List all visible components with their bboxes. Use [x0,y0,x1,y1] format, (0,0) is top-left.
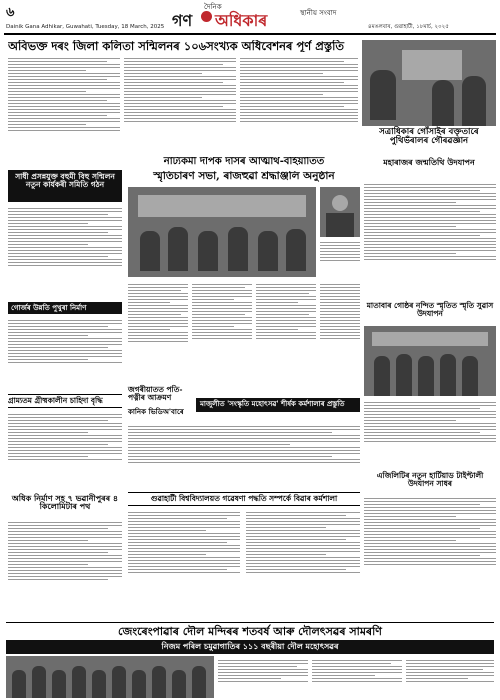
sun-emblem-icon [201,11,212,22]
center-sub-2: কানিক ভিডিঅ'বাৰে [128,407,184,416]
lead-body-right [240,56,358,153]
section-label: স্থানীয় সংবাদ [300,9,337,17]
english-dateline: Dainik Gana Adhikar, Guwahati, Tuesday, 18 March, 2025 [6,24,165,30]
center-body-d [320,282,360,382]
center-headline-1: নাট্যকৰ্মী দীপক দাসৰ আত্মাৰ্থ-বৰ্হিয়াতিত [163,157,325,167]
left-body-4 [8,520,122,620]
right-body-2 [364,400,496,470]
page-header [0,0,500,38]
center-body-b [192,282,252,382]
right-head-2: মাতাবাৰ গোষ্ঠৰ নন্দিত স্মৃতিত স্মৃতি সুৱাস উদযাপন [366,301,494,318]
left-head-2: গোৰ্জৰ উন্নতি পুখুৰা নিৰ্মাণ [8,302,122,314]
left-box-body [8,206,122,298]
center-body-f [246,510,360,616]
center-body-a [128,282,188,384]
right-caption-1: সত্ৰাধিকাৰ গোঁসাইৰ বক্তৃতাৰে পুথিভঁৰালৰ গৌৰৱজ্ঞান [379,127,479,146]
center-sub-1: জগৰীয়াতত পতি-পত্নীৰ আক্ৰমণ [128,385,183,402]
lead-headline: অবিভক্ত দৰং জিলা কলিতা সন্মিলনৰ ১০৬সংখ্যক অধিবেশনৰ পূৰ্ণ প্ৰস্তুতি [8,40,345,53]
bottom-body-a [218,658,308,698]
lead-body-mid [124,56,236,153]
photo-center-event [128,187,316,277]
right-body-1 [364,182,496,300]
right-head-3: এজিলিটিৰ নতুন হাৰ্টিয়াড টাইপ্টালী উদযাপন সাধৰ [376,471,484,488]
right-caption-2: মহাৰাজৰ জন্মতিথি উদযাপন [383,157,475,167]
center-lower-body [128,424,360,490]
right-body-3 [364,496,496,616]
page-number: ৬ [6,5,15,20]
masthead-name-right: অধিকাৰ [215,11,268,30]
lead-body-left [8,56,120,166]
masthead-name-left: গণ [172,11,193,30]
photo-center-portrait [320,187,360,237]
center-headline-2: স্মৃতিচাৰণ সভা, ৰাজহুৱা শ্ৰদ্ধাঞ্জলি অনুষ্ঠান [153,171,335,182]
center-body-c [256,282,316,382]
bottom-subhead: নিজম পৰিল চমুৱাগাতিৰ ১১১ বছৰীয়া দৌল মহোৎসৱৰ [6,640,494,654]
bottom-body-b [312,658,402,698]
left-head-4: অধিক নিৰ্মাণ সহ ৭ ভৱানীপুৰৰ ৪ কিলোমিটাৰ পথ [11,493,119,512]
center-right-body [320,240,360,280]
header-rule [4,33,496,35]
bottom-headline: জেংৰেংপাৱাৰ দৌল মন্দিৰৰ শতবৰ্ষ আৰু দৌলৎসৱৰ সামৰণি [6,622,494,638]
bottom-body-c [406,658,494,698]
center-body-e [128,510,240,616]
photo-bottom-crowd [6,656,214,698]
center-band: মাজুলীত 'সংস্কৃতি মহোৎসৱ' শীৰ্ষক কৰ্মশালাৰ প্ৰস্তুতি [196,398,360,412]
left-box-headline: সাধী প্ৰসন্নযুক্ত বহুমী বিহু সন্মিলন নতুন কাৰ্যকৰী সমিতি গঠন [8,170,122,202]
photo-right-top [362,40,496,126]
masthead-top: দৈনিক [204,3,222,11]
left-body-2 [8,318,122,390]
photo-right-group [364,326,496,396]
date-assamese: ৪মঙলবাৰ, গুৱাহাটী, ১৮মাৰ্চ, ২০২৫ [368,24,449,30]
center-band-2: গুৱাহাটী বিশ্ববিদ্যালয়ত গৱেষণা পদ্ধতি সম্পৰ্কে বিৱাৰ কৰ্মশালা [128,492,360,506]
left-body-3 [8,412,122,492]
left-head-3: গ্ৰাম্যতম গ্ৰীষ্মকালীন চাহিদা বৃদ্ধি [8,394,122,408]
